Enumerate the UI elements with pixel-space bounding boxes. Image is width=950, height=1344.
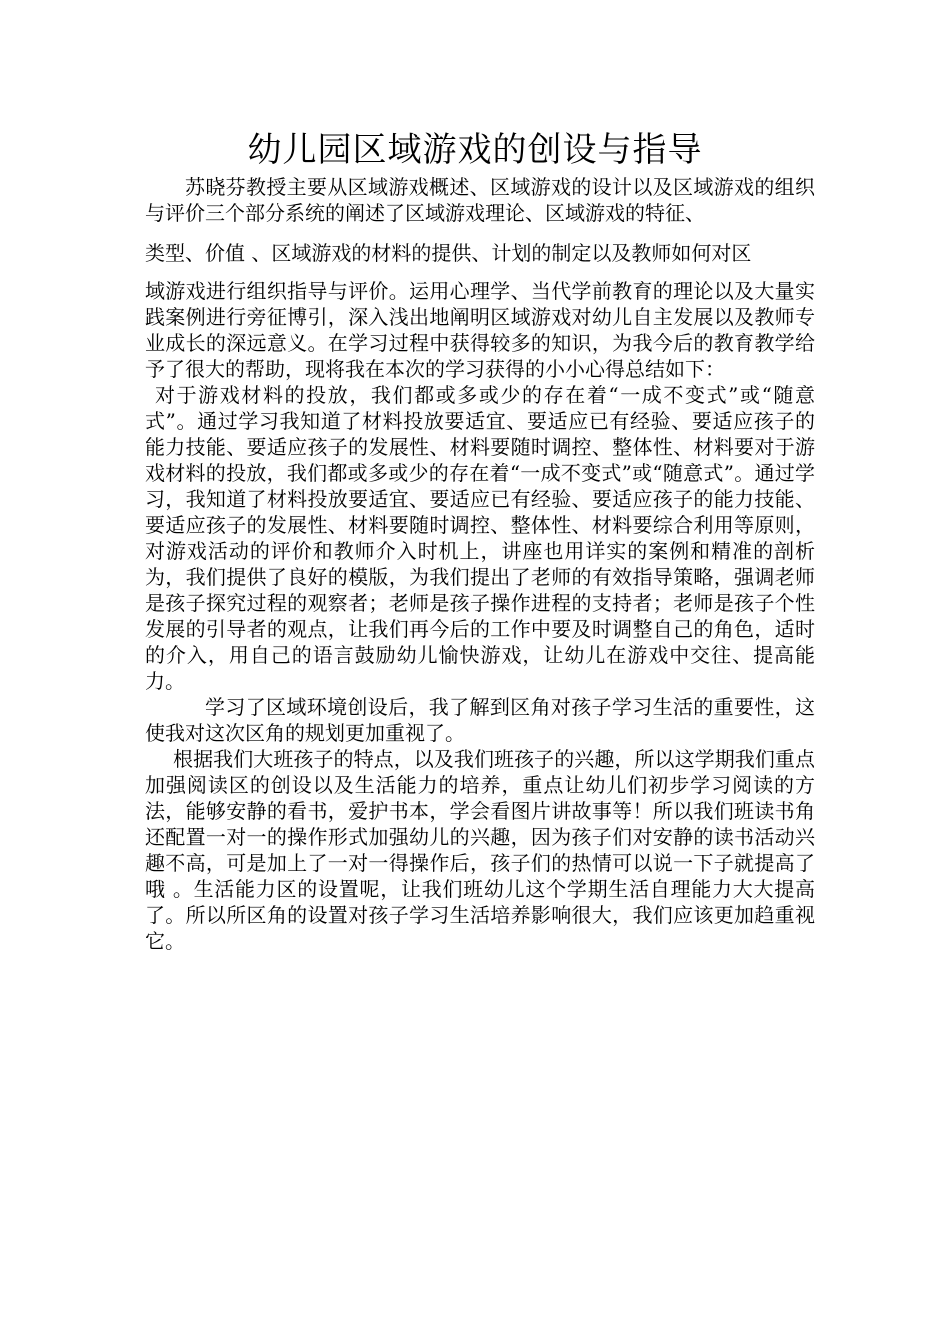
paragraph-intro-part-3: 域游戏进行组织指导与评价。运用心理学、当代学前教育的理论以及大量实践案例进行旁征博引，深入浅出地阐明区域游戏对幼儿自主发展以及教师专业成长的深远意义。在学习过程中获得较多的知识，为我今后的教育教学给予了很大的帮助，现将我在本次的学习获得的小小心得总结如下： (145, 279, 815, 381)
paragraph-intro (145, 174, 815, 226)
paragraph-materials: 对于游戏材料的投放，我们都或多或少的存在着“一成不变式”或“随意式”。通过学习我知道了材料投放要适宜、要适应已有经验、要适应孩子的能力技能、要适应孩子的发展性、材料要随时调控、整体性、材料要对于游戏材料的投放，我们都或多或少的存在着“一成不变式”或“随意式”。通过学习，我知道了材料投放要适宜、要适应已有经验、要适应孩子的能力技能、要适应孩子的发展性、材料要随时调控、整体性、材料要综合利用等原则，对游戏活动的评价和教师介入时机上，讲座也用详实的案例和精准的剖析为，我们提供了良好的模版，为我们提出了老师的有效指导策略，强调老师是孩子探究过程的观察者；老师是孩子操作进程的支持者；老师是孩子个性发展的引导者的观点，让我们再今后的工作中要及时调整自己的角色，适时的介入，用自己的语言鼓励幼儿愉快游戏，让幼儿在游戏中交往、提高能力。 (145, 383, 815, 693)
paragraph-intro-continued-1 (145, 240, 815, 266)
paragraph-intro-part-1: 苏晓芬教授主要从区域游戏概述、区域游戏的设计以及区域游戏的组织与评价三个部分系统的阐述了区域游戏理论、区域游戏的特征、 (145, 175, 815, 225)
paragraph-environment: 学习了区域环境创设后，我了解到区角对孩子学习生活的重要性，这使我对这次区角的规划更加重视了。 (145, 695, 815, 745)
paragraph-intro-part-2: 类型、价值 、区域游戏的材料的提供、计划的制定以及教师如何对区 (145, 241, 752, 265)
paragraph-intro-continued-2 (145, 278, 815, 382)
paragraph-class-plan: 根据我们大班孩子的特点，以及我们班孩子的兴趣，所以这学期我们重点加强阅读区的创设以及生活能力的培养，重点让幼儿们初步学习阅读的方法，能够安静的看书，爱护书本，学会看图片讲故事等！所以我们班读书角还配置一对一的操作形式加强幼儿的兴趣，因为孩子们对安静的读书活动兴趣不高，可是加上了一对一得操作后，孩子们的热情可以说一下子就提高了哦 。生活能力区的设置呢，让我们班幼儿这个学期生活自理能力大大提高了。所以所区角的设置对孩子学习生活培养影响很大，我们应该更加趋重视它。 (145, 747, 815, 953)
document-body (145, 174, 815, 954)
line-gap (145, 266, 815, 278)
line-gap (145, 226, 815, 240)
document-title: 幼儿园区域游戏的创设与指导 (247, 130, 703, 170)
